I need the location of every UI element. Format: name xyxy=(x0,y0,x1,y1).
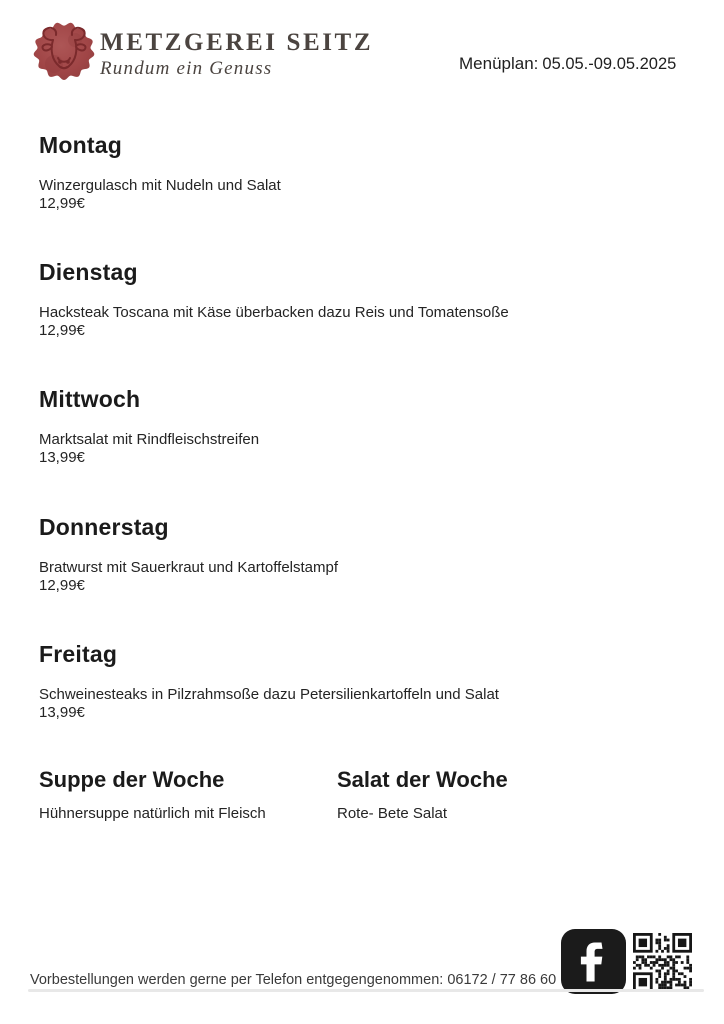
day-heading: Montag xyxy=(39,132,122,158)
salad-heading: Salat der Woche xyxy=(337,767,508,792)
dish-price: 13,99€ xyxy=(39,704,85,721)
day-heading: Donnerstag xyxy=(39,514,169,540)
dish-price: 13,99€ xyxy=(39,449,85,466)
day-section-dienstag xyxy=(39,260,689,340)
day-section-mittwoch xyxy=(39,387,689,467)
soup-heading: Suppe der Woche xyxy=(39,767,225,792)
soup-description: Hühnersuppe natürlich mit Fleisch xyxy=(39,805,266,822)
dish-description: Winzergulasch mit Nudeln und Salat xyxy=(39,177,281,194)
salad-description: Rote- Bete Salat xyxy=(337,805,448,822)
day-section-freitag xyxy=(39,642,689,722)
page-edge-artifact xyxy=(28,989,704,992)
qr-code-icon xyxy=(633,933,692,992)
menu-plan-date-range: 05.05.-09.05.2025 xyxy=(542,55,677,73)
day-section-donnerstag xyxy=(39,515,689,595)
wax-seal-bull-logo-icon xyxy=(30,20,98,84)
salad-of-the-week-section xyxy=(337,768,637,822)
brand-tagline: Rundum ein Genuss xyxy=(100,58,273,79)
day-heading: Freitag xyxy=(39,641,118,667)
soup-of-the-week-section xyxy=(39,768,339,822)
footer-preorder-note: Vorbestellungen werden gerne per Telefon entgegengenommen: 06172 / 77 86 60 xyxy=(30,972,557,988)
day-section-montag xyxy=(39,133,689,213)
day-heading: Dienstag xyxy=(39,259,138,285)
facebook-icon[interactable] xyxy=(561,929,626,994)
menu-plan-label: Menüplan: xyxy=(459,54,539,73)
brand-name: METZGEREI SEITZ xyxy=(100,29,374,56)
dish-price: 12,99€ xyxy=(39,195,85,212)
dish-description: Marktsalat mit Rindfleischstreifen xyxy=(39,431,260,448)
dish-price: 12,99€ xyxy=(39,577,85,594)
dish-description: Hacksteak Toscana mit Käse überbacken dazu Reis und Tomatensoße xyxy=(39,304,509,321)
dish-description: Bratwurst mit Sauerkraut und Kartoffelstampf xyxy=(39,559,339,576)
day-heading: Mittwoch xyxy=(39,386,141,412)
brand-block xyxy=(100,29,373,80)
dish-description: Schweinesteaks in Pilzrahmsoße dazu Petersilienkartoffeln und Salat xyxy=(39,686,499,703)
dish-price: 12,99€ xyxy=(39,322,85,339)
menu-plan-header xyxy=(459,54,676,74)
